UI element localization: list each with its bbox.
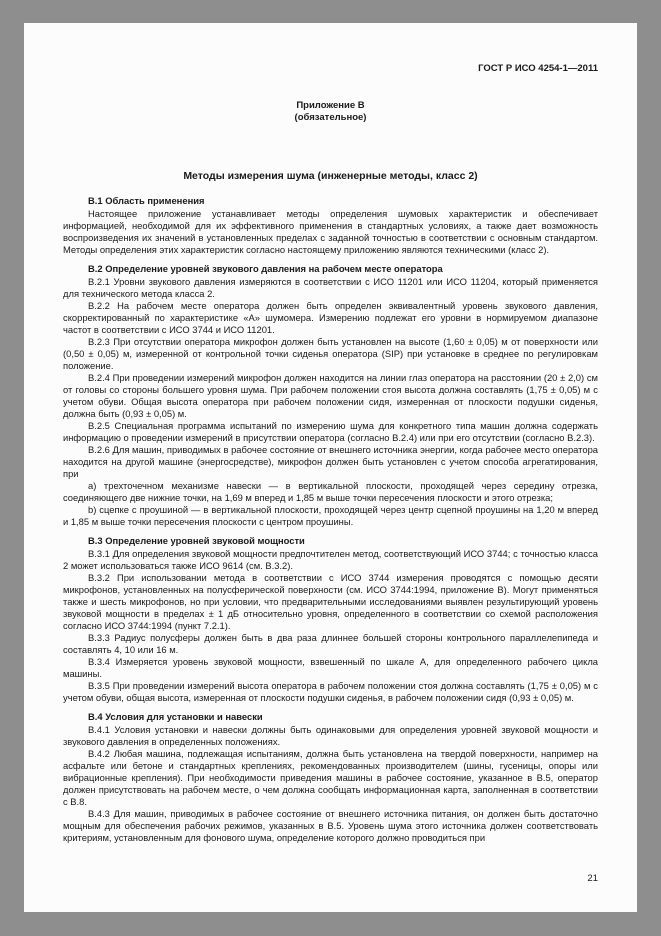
section-heading: В.3 Определение уровней звуковой мощности [88, 535, 305, 546]
paragraph: а) трехточечном механизме навески — в вертикальной плоскости, проходящей через середину отрезка, соединяющего две нижние точки, на 1,69 м вперед и 1,85 м выше точки пересечения плоскости и этого отрезка; [63, 480, 598, 503]
annex-label: Приложение В [296, 100, 365, 111]
sections-container [63, 195, 598, 844]
paragraph: В.3.3 Радиус полусферы должен быть в два раза длиннее большей стороны контрольного параллелепипеда и составлять 4, 10 или 16 м. [63, 632, 598, 655]
paragraph: В.4.2 Любая машина, подлежащая испытаниям, должна быть установлена на твердой поверхности, например на асфальте или бетоне и стандартных креплениях, рекомендованных производителем (шины, гусеницы, опоры или вибрационные крепления). При необходимости приведения машины в рабочее состояние, указанное в В.5, оператор должен присутствовать на рабочем месте, о чем должна сообщать информационная карта, заполненная в соответствии с В.8. [63, 748, 598, 807]
section-heading: В.1 Область применения [88, 195, 205, 206]
page-number: 21 [587, 873, 598, 884]
paragraph: В.4.3 Для машин, приводимых в рабочее состояние от внешнего источника питания, он должен быть достаточно мощным для обеспечения рабочих режимов, указанных в В.5. Уровень шума этого источника должен соответствовать критериям, установленным для фонового шума, определение которого должно проводиться при [63, 808, 598, 843]
paragraph: В.3.2 При использовании метода в соответствии с ИСО 3744 измерения проводятся с помощью десяти микрофонов, установленных на полусферической поверхности (см. ИСО 3744:1994, приложение В). Могут применяться также и шесть микрофонов, но при условии, что предварительными исследованиями выявлен результирующий уровень звуковой мощности в пределах ± 1 дБ относительно уровня, определенного в соответствии со схемой расположения согласно ИСО 3744:1994 (пункт 7.2.1). [63, 572, 598, 631]
paragraph: В.3.4 Измеряется уровень звуковой мощности, взвешенный по шкале А, для определенного рабочего цикла машины. [63, 656, 598, 679]
annex-type: (обязательное) [294, 112, 367, 123]
paragraph: В.2.6 Для машин, приводимых в рабочее состояние от внешнего источника энергии, когда рабочее место оператора находится на другой машине (энергосредстве), микрофон должен быть установлен с учетом способа агрегатирования, при [63, 444, 598, 479]
paragraph: Настоящее приложение устанавливает методы определения шумовых характеристик и обеспечивает информацией, необходимой для их эффективного применения в стандартных условиях, а также дает возможность воспроизведения их значений в установленных пределах с заданной точностью в соответствии с основным стандартом. Методы определения этих характеристик согласно настоящему приложению являются техническими (класс 2). [63, 208, 598, 255]
paragraph: В.3.5 При проведении измерений высота оператора в рабочем положении стоя должна составлять (1,75 ± 0,05) м с учетом обуви, общая высота, измеренная от плоскости подушки сиденья, в рабочем положении сидя (0,93 ± 0,05) м. [63, 680, 598, 703]
paragraph: В.4.1 Условия установки и навески должны быть одинаковыми для определения уровней звуковой мощности и звукового давления в определенных положениях. [63, 724, 598, 747]
paragraph: В.3.1 Для определения звуковой мощности предпочтителен метод, соответствующий ИСО 3744; с точностью класса 2 может использоваться также ИСО 9614 (см. В.3.2). [63, 548, 598, 571]
paragraph: В.2.5 Специальная программа испытаний по измерению шума для конкретного типа машин должна содержать информацию о проведении измерений в присутствии оператора (согласно В.2.4) или при его отсутствии (согласно В.2.3). [63, 420, 598, 443]
paragraph: В.2.2 На рабочем месте оператора должен быть определен эквивалентный уровень звукового давления, скорректированный по характеристике «А» шумомера. Измерению подлежат его уровни в нормируемом диапазоне частот в соответствии с ИСО 3744 и ИСО 11201. [63, 300, 598, 335]
section-heading: В.2 Определение уровней звукового давления на рабочем месте оператора [88, 263, 443, 274]
paragraph: В.2.4 При проведении измерений микрофон должен находится на линии глаз оператора на расстоянии (20 ± 2,0) см от головы со стороны большего уровня шума. При рабочем положении стоя высота должна составлять (1,75 ± 0,05) м с учетом обуви. Общая высота оператора при рабочем положении сидя, измеренная от плоскости подушки сиденья, должна быть (0,93 ± 0,05) м. [63, 372, 598, 419]
page-title: Методы измерения шума (инженерные методы, класс 2) [183, 170, 478, 182]
document-page [24, 23, 637, 912]
paragraph: b) сцепке с проушиной — в вертикальной плоскости, проходящей через центр сцепной проушины на 1,20 м вперед и 1,85 м выше точки пересечения плоскости с центром проушины. [63, 504, 598, 527]
paragraph: В.2.3 При отсутствии оператора микрофон должен быть установлен на высоте (1,60 ± 0,05) м от поверхности или (0,50 ± 0,05) м, измеренной от контрольной точки сиденья оператора (SIP) при установке в среднее по регулировкам положение. [63, 336, 598, 371]
paragraph: В.2.1 Уровни звукового давления измеряются в соответствии с ИСО 11201 или ИСО 11204, который применяется для технического метода класса 2. [63, 276, 598, 299]
doc-number: ГОСТ Р ИСО 4254-1—2011 [478, 63, 598, 74]
section-heading: В.4 Условия для установки и навески [88, 711, 263, 722]
annex-heading [63, 100, 598, 124]
